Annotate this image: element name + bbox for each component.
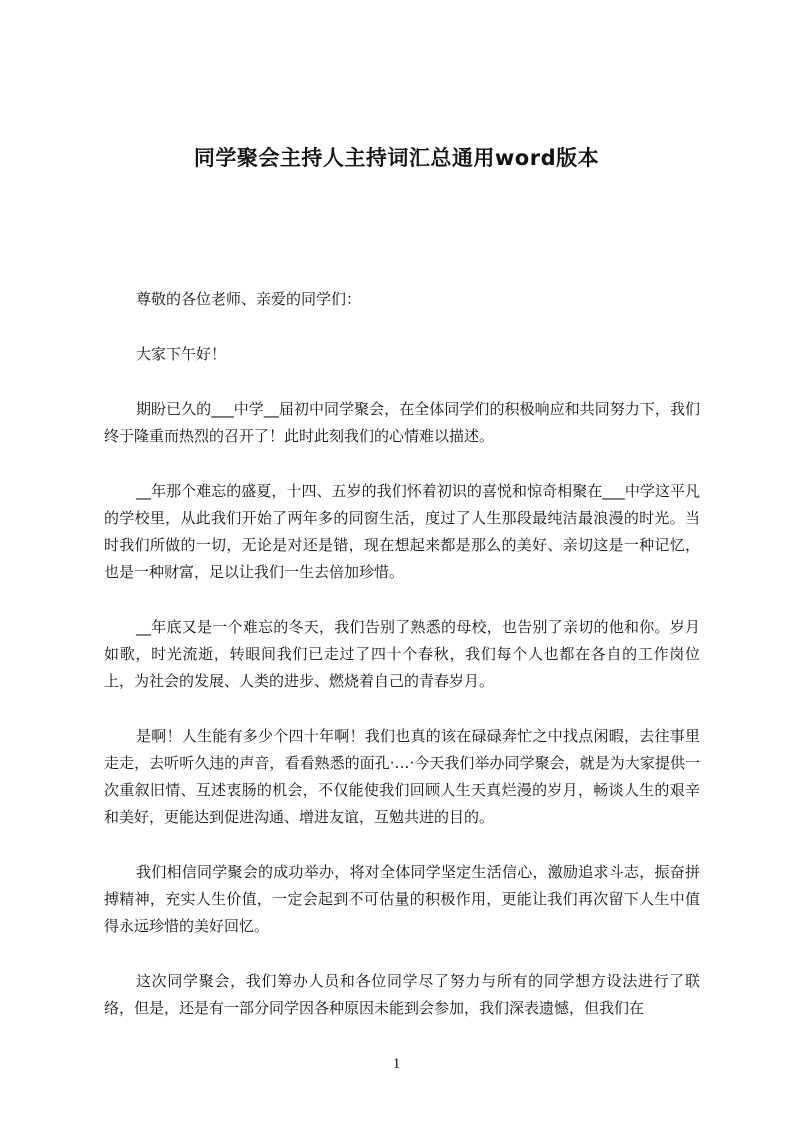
paragraph: 这次同学聚会，我们筹办人员和各位同学尽了努力与所有的同学想方设法进行了联络，但是，还是有一部分同学因各种原因未能到会参加，我们深表遗憾，但我们在 [104,972,700,1017]
paragraph: __年底又是一个难忘的冬天，我们告别了熟悉的母校，也告别了亲切的他和你。岁月如歌，时光流逝，转眼间我们已走过了四十个春秋，我们每个人也都在各自的工作岗位上，为社会的发展、人类的进步、燃烧着自己的青春岁月。 [104,618,700,690]
paragraph: 期盼已久的___中学__届初中同学聚会，在全体同学们的积极响应和共同努力下，我们终于隆重而热烈的召开了！此时此刻我们的心情难以描述。 [104,400,700,445]
paragraph-salutation: 尊敬的各位老师、亲爱的同学们： [136,290,362,308]
paragraph: __年那个难忘的盛夏，十四、五岁的我们怀着初识的喜悦和惊奇相聚在___中学这平凡的学校里，从此我们开始了两年多的同窗生活，度过了人生那段最纯洁最浪漫的时光。当时我们所做的一切，无论是对还是错，现在想起来都是那么的美好、亲切这是一种记忆，也是一种财富，足以让我们一生去倍加珍惜。 [104,482,700,581]
paragraph: 我们相信同学聚会的成功举办，将对全体同学坚定生活信心，激励追求斗志，振奋拼搏精神，充实人生价值，一定会起到不可估量的积极作用，更能让我们再次留下人生中值得永远珍惜的美好回忆。 [104,863,700,935]
document-title: 同学聚会主持人主持词汇总通用word版本 [193,146,600,170]
page-number: 1 [392,1056,401,1072]
paragraph: 是啊！人生能有多少个四十年啊！我们也真的该在碌碌奔忙之中找点闲暇，去往事里走走，去听听久违的声音，看看熟悉的面孔·…·今天我们举办同学聚会，就是为大家提供一次重叙旧情、互述衷肠的机会，不仅能使我们回顾人生天真烂漫的岁月，畅谈人生的艰辛和美好，更能达到促进沟通、增进友谊，互勉共进的目的。 [104,727,700,826]
document-body [104,286,700,1050]
paragraph-greeting: 大家下午好！ [136,345,227,363]
